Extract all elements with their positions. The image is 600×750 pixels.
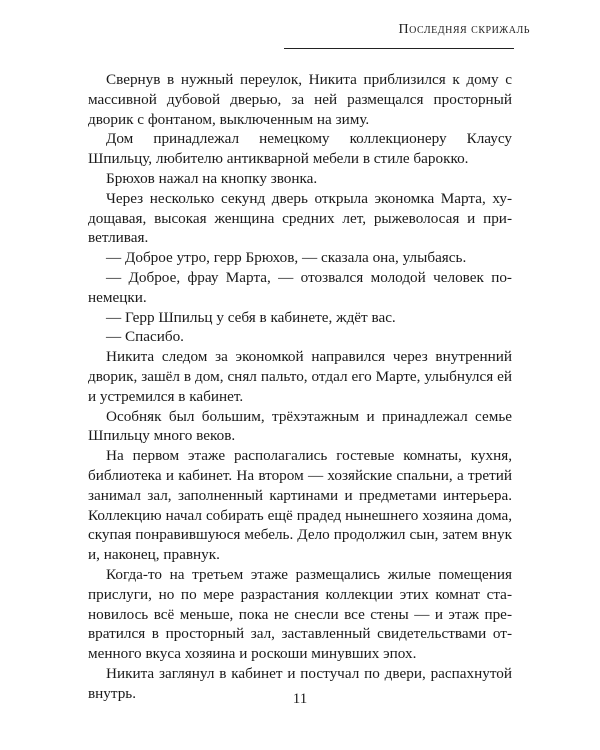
body-text (88, 70, 512, 704)
paragraph: На первом этаже располагались гостевые комнаты, кухня, библиотека и кабинет. На втором — хозяйские спальни, а третий занимал зал, заполненный картинами и предметами интерьера. Коллекцию начал собирать ещё прадед нынешнего хозяина дома, скупая понравившуюся мебель. Дело продолжил сын, затем внук и, наконец, правнук. (88, 447, 512, 564)
paragraph: — Герр Шпильц у себя в кабинете, ждёт вас. (106, 308, 396, 326)
paragraph: Никита следом за экономкой направился через внутренний дворик, зашёл в дом, снял пальто, отдал его Марте, улыбнулся ей и устремился в кабинет. (88, 348, 512, 405)
paragraph: — Спасибо. (106, 328, 184, 346)
paragraph: — Доброе, фрау Марта, — отозвался молодой человек по-немецки. (88, 268, 512, 306)
page-number: 11 (292, 691, 308, 707)
paragraph: Через несколько секунд дверь открыла экономка Марта, худощавая, высокая женщина средних лет, рыжеволосая и приветливая. (88, 189, 512, 247)
paragraph: Особняк был большим, трёхэтажным и принадлежал семье Шпильцу много веков. (88, 407, 512, 445)
running-head-title: Последняя скрижаль (398, 22, 530, 37)
paragraph: Когда-то на третьем этаже размещались жилые помещения прислуги, но по мере разрастания коллекции этих комнат становилось всё меньше, пока не снесли все стены — и этаж превратился в просторный зал, заставленный свидетельствами отменного вкуса хозяина и роскоши минувших эпох. (88, 565, 512, 663)
paragraph: Брюхов нажал на кнопку звонка. (106, 169, 318, 187)
paragraph: Никита заглянул в кабинет и постучал по двери, распахнутой внутрь. (88, 664, 512, 702)
paragraph: Дом принадлежал немецкому коллекционеру Клаусу Шпильцу, любителю антикварной мебели в стиле барокко. (88, 130, 512, 168)
header-rule (284, 48, 514, 49)
paragraph: Свернув в нужный переулок, Никита приблизился к дому с массивной дубовой дверью, за ней размещался просторный дворик с фонтаном, выключенным на зиму. (88, 71, 512, 128)
paragraph: — Доброе утро, герр Брюхов, — сказала она, улыбаясь. (106, 249, 467, 267)
